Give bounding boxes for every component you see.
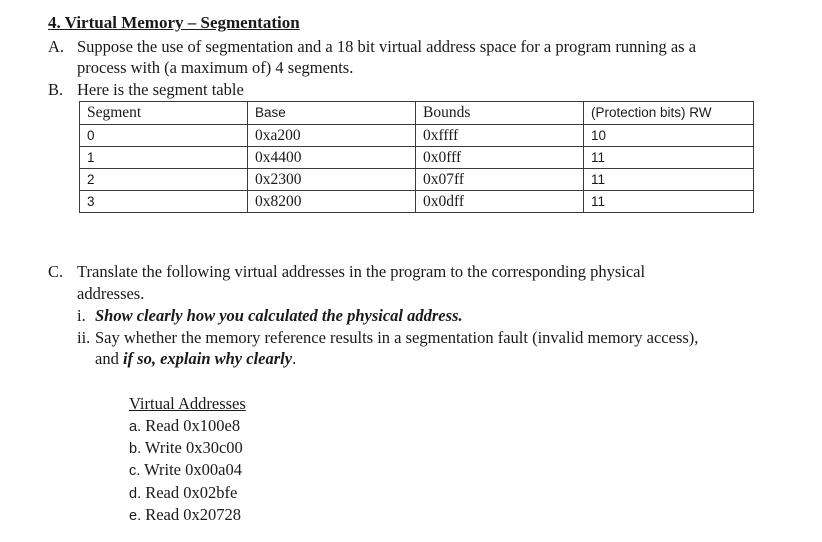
item-i-marker: i. [77,306,86,325]
item-ii-line2-start: and [95,349,123,368]
part-c-line2: addresses. [77,284,145,303]
item-label: d. [129,486,142,502]
item-ii-marker: ii. [77,328,91,347]
cell-base: 0xa200 [248,125,416,147]
item-ii-emphasis: if so, explain why clearly [122,349,293,368]
table-row [80,125,754,147]
part-c-marker: C. [48,262,64,281]
list-item [129,416,240,437]
segment-table [79,101,754,213]
part-a-marker: A. [48,37,65,56]
item-op: Read [145,483,180,502]
item-label: c. [129,463,141,479]
table-row [80,147,754,169]
item-label: a. [129,419,142,435]
cell-bounds: 0x0fff [416,147,584,169]
item-ii-line2-end: . [292,349,297,368]
cell-bounds: 0xffff [416,125,584,147]
cell-segment: 1 [80,147,248,169]
list-item [129,483,237,504]
part-b-marker: B. [48,80,64,99]
table-row [80,169,754,191]
list-item [129,438,243,459]
part-c-line1: Translate the following virtual addresses in the program to the corresponding physical [77,262,646,281]
item-op: Write [144,438,182,457]
item-label: b. [129,441,142,457]
virtual-addresses-title: Virtual Addresses [129,394,246,413]
item-ii-line2 [95,349,296,369]
cell-base: 0x8200 [248,191,416,213]
list-item [129,505,241,526]
list-item [129,460,242,481]
header-base: Base [248,102,416,125]
table-header-row [80,102,754,125]
item-address: 0x20728 [183,505,241,524]
cell-protection: 11 [584,191,754,213]
cell-protection: 10 [584,125,754,147]
cell-base: 0x2300 [248,169,416,191]
cell-bounds: 0x0dff [416,191,584,213]
item-label: e. [129,508,142,524]
cell-bounds: 0x07ff [416,169,584,191]
cell-protection: 11 [584,169,754,191]
cell-segment: 0 [80,125,248,147]
cell-base: 0x4400 [248,147,416,169]
table-row [80,191,754,213]
item-i-text: Show clearly how you calculated the physical address. [95,306,463,325]
item-address: 0x02bfe [183,483,238,502]
part-b-text: Here is the segment table [77,80,244,99]
cell-segment: 2 [80,169,248,191]
item-op: Read [145,416,180,435]
part-a-line1: Suppose the use of segmentation and a 18 bit virtual address space for a program running as a [77,37,697,56]
cell-protection: 11 [584,147,754,169]
header-protection: (Protection bits) RW [584,102,754,125]
item-ii-line1: Say whether the memory reference results in a segmentation fault (invalid memory access), [95,328,699,347]
item-address: 0x30c00 [185,438,243,457]
item-address: 0x00a04 [185,460,242,479]
item-address: 0x100e8 [183,416,241,435]
item-op: Write [144,460,182,479]
cell-segment: 3 [80,191,248,213]
header-bounds: Bounds [416,102,584,125]
part-a-line2: process with (a maximum of) 4 segments. [77,58,354,77]
item-op: Read [145,505,180,524]
header-segment: Segment [80,102,248,125]
section-heading: 4. Virtual Memory – Segmentation [48,13,300,32]
